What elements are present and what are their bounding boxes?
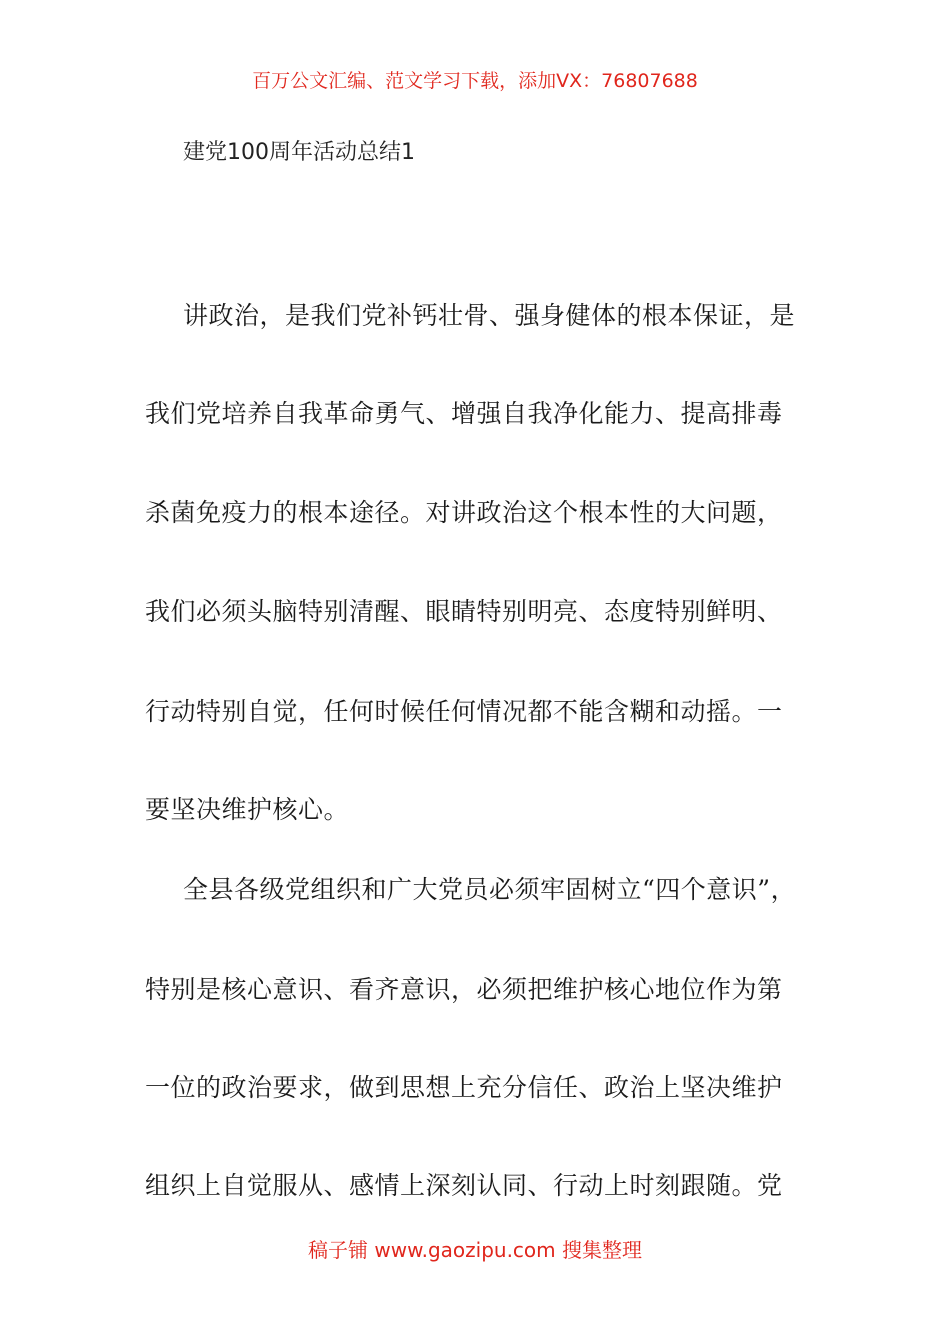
paragraph-line: 杀菌免疫力的根本途径。对讲政治这个根本性的大问题， [145,498,783,527]
paragraph-line: 要坚决维护核心。 [145,795,350,824]
paragraph-line: 我们必须头脑特别清醒、眼睛特别明亮、态度特别鲜明、 [145,597,783,626]
paragraph-line: 行动特别自觉，任何时候任何情况都不能含糊和动摇。一 [145,697,783,726]
paragraph-line: 讲政治，是我们党补钙壮骨、强身健体的根本保证，是 [183,301,796,330]
header-watermark: 百万公文汇编、范文学习下载，添加VX：76807688 [252,70,698,92]
paragraph-line: 全县各级党组织和广大党员必须牢固树立“四个意识”， [183,875,797,904]
paragraph-line: 特别是核心意识、看齐意识，必须把维护核心地位作为第 [145,975,783,1004]
paragraph-line: 一位的政治要求，做到思想上充分信任、政治上坚决维护 [145,1073,783,1102]
paragraph-line: 我们党培养自我革命勇气、增强自我净化能力、提高排毒 [145,399,783,428]
footer-watermark: 稿子铺 www.gaozipu.com 搜集整理 [308,1238,642,1262]
document-title: 建党100周年活动总结1 [183,140,415,165]
paragraph-line: 组织上自觉服从、感情上深刻认同、行动上时刻跟随。党 [145,1171,783,1200]
